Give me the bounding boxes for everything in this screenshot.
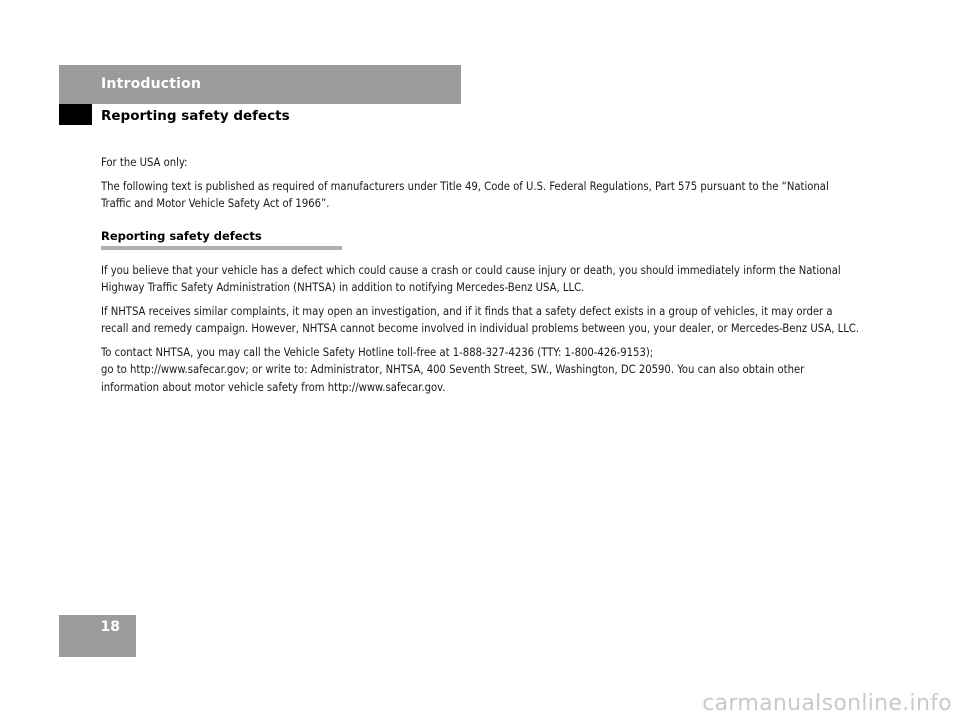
paragraph-investigation: If NHTSA receives similar complaints, it may open an investigation, and if it finds that a safety defect exists in a group of vehicles, it may order a recall and remedy campaign. However, NHTSA cannot become involved in individual problems between you, your dealer, or Mercedes-Benz USA, LLC.: [101, 304, 860, 335]
page-body: [101, 154, 861, 402]
intro-usa-only: For the USA only:: [101, 156, 188, 169]
section-heading: Reporting safety defects: [101, 108, 290, 124]
page-number-box: [59, 615, 136, 657]
paragraph-inform-nhtsa: If you believe that your vehicle has a defect which could cause a crash or could cause injury or death, you should immediately inform the National Highway Traffic Safety Administration (NHTSA) in addition to notifying Mercedes-Benz USA, LLC.: [101, 263, 841, 294]
paragraph-hotline: To contact NHTSA, you may call the Vehicle Safety Hotline toll-free at 1-888-327-4236 (TTY: 1-800-426-9153);: [101, 345, 654, 359]
chapter-header-bar: [59, 65, 461, 104]
subsection-heading: Reporting safety defects: [101, 228, 342, 250]
watermark: carmanualsonline.info: [702, 691, 952, 716]
paragraph-contact-address: go to http://www.safecar.gov; or write to: Administrator, NHTSA, 400 Seventh Street, SW., Washington, DC 20590. You can also obtain other information about motor vehicle safety from http://www.safecar.gov.: [101, 363, 805, 394]
chapter-title: Introduction: [101, 76, 202, 92]
page-number: 18: [100, 619, 120, 635]
intro-statement: The following text is published as required of manufacturers under Title 49, Code of U.S. Federal Regulations, Part 575 pursuant to the “National Traffic and Motor Vehicle Safety Act of 1966”.: [101, 179, 829, 210]
section-marker-tab: [59, 104, 92, 125]
